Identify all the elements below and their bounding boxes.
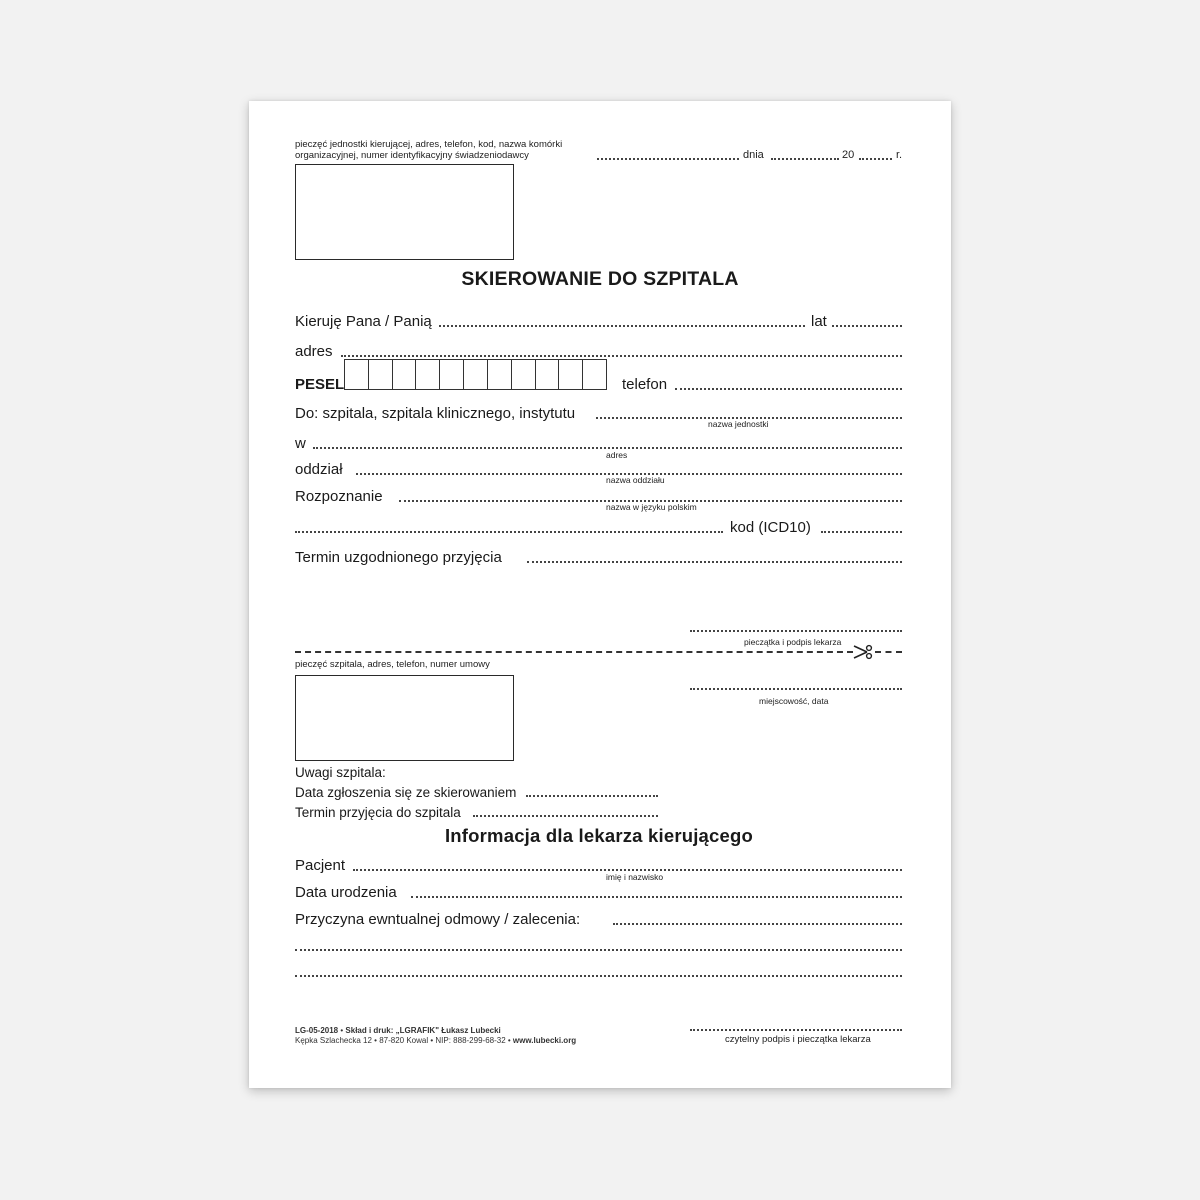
stamp-label-line2: organizacyjnej, numer identyfikacyjny świadzeniodawcy [295, 150, 529, 161]
pesel-label: PESEL [295, 376, 345, 393]
date-field[interactable] [771, 158, 839, 160]
pesel-digit-cell[interactable] [369, 360, 393, 389]
oddzial-label: oddział [295, 461, 343, 478]
adres-hint: adres [606, 450, 628, 460]
place-date-field[interactable] [690, 688, 902, 690]
icd10-field[interactable] [821, 531, 902, 533]
rozpoznanie-label: Rozpoznanie [295, 488, 383, 505]
birth-date-field[interactable] [411, 896, 902, 898]
pesel-digit-cell[interactable] [416, 360, 440, 389]
age-field[interactable] [832, 325, 902, 327]
pesel-digit-cell[interactable] [512, 360, 536, 389]
reason-field-3[interactable] [295, 975, 902, 977]
place-field[interactable] [597, 158, 739, 160]
address-field[interactable] [341, 355, 902, 357]
termin-przyjecia-label: Termin przyjęcia do szpitala [295, 805, 461, 820]
uwagi-label: Uwagi szpitala: [295, 765, 386, 780]
pesel-digit-cell[interactable] [440, 360, 464, 389]
patient-name-field[interactable] [439, 325, 805, 327]
doctor-signature-field[interactable] [690, 630, 902, 632]
pieczatka-lekarza-label: pieczątka i podpis lekarza [744, 637, 842, 647]
telefon-label: telefon [622, 376, 668, 393]
kieruje-label: Kieruję Pana / Panią [295, 313, 432, 330]
hospital-stamp-label: pieczęć szpitala, adres, telefon, numer umowy [295, 659, 490, 670]
stamp-label-line1: pieczęć jednostki kierującej, adres, telefon, kod, nazwa komórki [295, 139, 563, 150]
year-suffix: r. [896, 149, 903, 161]
pesel-digit-cell[interactable] [464, 360, 488, 389]
dnia-label: dnia [743, 149, 764, 161]
przyczyna-label: Przyczyna ewntualnej odmowy / zalecenia: [295, 911, 581, 928]
footer-line2: Kępka Szlachecka 12 • 87-820 Kowal • NIP: 888-299-68-32 • www.lubecki.org [295, 1036, 577, 1045]
footer-zip: 87-820 Kowal [379, 1036, 429, 1045]
year-field[interactable] [859, 158, 892, 160]
pesel-digit-cell[interactable] [345, 360, 369, 389]
data-zgloszenia-label: Data zgłoszenia się ze skierowaniem [295, 785, 517, 800]
reason-field[interactable] [613, 923, 902, 925]
pesel-digit-cell[interactable] [536, 360, 560, 389]
year-prefix: 20 [842, 149, 855, 161]
hospital-admission-field[interactable] [473, 815, 658, 817]
stamp-box[interactable] [295, 164, 514, 260]
pesel-digit-cell[interactable] [559, 360, 583, 389]
phone-field[interactable] [675, 388, 902, 390]
reason-field-2[interactable] [295, 949, 902, 951]
cut-line [295, 651, 853, 653]
form-sheet [249, 101, 951, 1088]
admission-date-field[interactable] [527, 561, 902, 563]
pacjent-label: Pacjent [295, 857, 346, 874]
footer-line1 [295, 1026, 501, 1035]
footer-sep: • [340, 1026, 346, 1035]
scissors-icon [853, 644, 875, 660]
report-date-field[interactable] [526, 795, 658, 797]
info-title: Informacja dla lekarza kierującego [444, 825, 754, 846]
termin-label: Termin uzgodnionego przyjęcia [295, 549, 502, 566]
pesel-input[interactable] [344, 359, 607, 390]
data-urodzenia-label: Data urodzenia [295, 884, 397, 901]
adres-label: adres [295, 343, 333, 360]
nazwa-jednostki-hint: nazwa jednostki [708, 419, 769, 429]
institution-address-field[interactable] [313, 447, 902, 449]
footer-nip: NIP: 888-299-68-32 [435, 1036, 506, 1045]
pesel-digit-cell[interactable] [488, 360, 512, 389]
final-signature-field[interactable] [690, 1029, 902, 1031]
lat-label: lat [811, 313, 827, 330]
nazwa-oddzialu-hint: nazwa oddziału [606, 475, 665, 485]
imie-hint: imię i nazwisko [606, 872, 664, 882]
pesel-digit-cell[interactable] [393, 360, 417, 389]
w-label: w [295, 435, 306, 452]
do-label: Do: szpitala, szpitala klinicznego, instytutu [295, 405, 576, 422]
pesel-digit-cell[interactable] [583, 360, 606, 389]
info-patient-field[interactable] [353, 869, 902, 871]
cut-line-end [875, 651, 902, 653]
footer-address: Kępka Szlachecka 12 [295, 1036, 372, 1045]
form-title: SKIEROWANIE DO SZPITALA [461, 268, 739, 290]
kod-label: kod (ICD10) [730, 519, 811, 536]
miejscowosc-label: miejscowość, data [759, 696, 829, 706]
nazwa-polski-hint: nazwa w języku polskim [606, 502, 697, 512]
diagnosis-field-2[interactable] [295, 531, 723, 533]
hospital-stamp-box[interactable] [295, 675, 514, 761]
footer-web[interactable]: www.lubecki.org [512, 1036, 577, 1045]
footer-printer: Skład i druk: „LGRAFIK" Łukasz Lubecki [345, 1026, 501, 1035]
footer-code: LG-05-2018 [295, 1026, 339, 1035]
podpis-label: czytelny podpis i pieczątka lekarza [725, 1034, 871, 1045]
